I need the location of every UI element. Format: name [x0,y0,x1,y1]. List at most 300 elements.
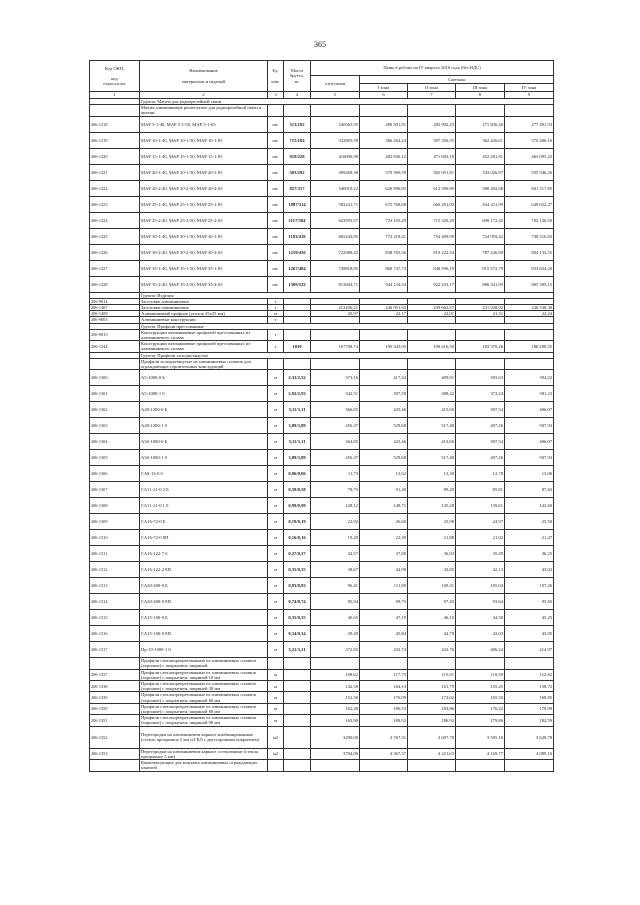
row-price-wholesale: 32,57 [311,546,360,562]
header-name-line1: Наименование [189,68,218,74]
row-price-zone-2: 172,02 [408,692,456,703]
row-price-zone-3: 24,97 [456,514,505,530]
row-unit: м [268,578,284,594]
table-body [90,99,554,772]
row-name: МАР 20-1-40, МАР 20-1-50, МАР 20-1-65 [140,164,268,180]
header-code-label: Код ОКП, [104,65,125,71]
table-row [90,562,554,578]
row-name: А5-1000-0 Б [140,370,268,386]
row-price-zone-2: 36,93 [408,546,456,562]
row-name: А28-1200-1 0 [140,418,268,434]
row-price-zone-4: 158,72 [505,681,554,692]
row-price-zone-3: 406,24 [456,642,505,658]
row-code: 206-1328 [90,276,140,292]
row-mass [284,658,311,669]
row-price-wholesale [311,658,360,669]
row-price-wholesale: 96,41 [311,578,360,594]
row-code: 206-1306 [90,466,140,482]
row-name: Профили стеклопрепрегованные из алюминиевых сплавов (хорошие) с покрытием, шириной 90 мм [140,715,268,726]
row-price-zone-4: 463 095,22 [505,148,554,164]
row-price-zone-3: 165,35 [456,692,505,703]
row-code: 206-9015 [90,329,140,340]
row-price-zone-2: 183,86 [408,703,456,714]
row-name: МАР 35-2-40, МАР 35-2-50, МАР 35-2-65 [140,276,268,292]
row-price-wholesale: 19,29 [311,530,360,546]
row-price-zone-3: 21,02 [456,530,505,546]
row-price-zone-2: 413,60 [408,434,456,450]
row-code: 206-9003 [90,317,140,323]
row-unit: шт. [268,116,284,132]
row-mass: 3,11/3,11 [284,434,311,450]
row-name: Профили стеклопрепрегованные из алюминиевых сплавов (хорошие) с покрытием, шириной [140,658,268,669]
header-mass-line3: кг [294,78,300,84]
row-code [90,760,140,771]
row-price-wholesale: 162,28 [311,703,360,714]
row-price-zone-3: 105,04 [456,578,505,594]
row-mass: 1309/522 [284,276,311,292]
row-price-zone-1: 117,75 [360,669,408,680]
row-price-wholesale: 623593,57 [311,212,360,228]
empty-cell [311,358,360,369]
row-price-zone-4: 702 136,50 [505,212,554,228]
row-code: 206-1321 [90,164,140,180]
row-price-zone-4: 36,25 [505,546,554,562]
row-price-wholesale: 3290,00 [311,726,360,748]
row-price-zone-3: 3 595,16 [456,726,505,748]
row-name: СА16-72-0 Б [140,514,268,530]
header-mass-line1: Масса [290,68,304,74]
column-number: 2 [140,92,268,99]
row-mass: 3,11/3,11 [284,402,311,418]
row-price-zone-4: 370 486,16 [505,132,554,148]
row-price-zone-2: 3 697,78 [408,726,456,748]
column-number: 4 [284,92,311,99]
row-price-zone-1: 47,19 [360,610,408,626]
row-price-wholesale: 582241,71 [311,196,360,212]
row-price-wholesale: 128,12 [311,498,360,514]
column-number: 7 [408,92,456,99]
header-name-line2: материалов и изделий [182,78,225,84]
row-price-zone-1: 186,53 [360,703,408,714]
row-price-zone-3 [456,329,505,340]
row-name: Перегородки на алюминиевом каркасе комбинированные (стекло прозрачное 5 мм и ГКЛ с двусторонним покрытием) [140,726,268,748]
row-name: Заготовки алюминиевые [140,298,268,304]
row-mass [284,329,311,340]
header-code [90,61,140,92]
row-unit: шт. [268,260,284,276]
row-price-zone-2: 660 281,02 [408,196,456,212]
row-mass: 3,89/3,89 [284,450,311,466]
row-price-zone-3: 35,49 [456,546,505,562]
row-code: 206-1338 [90,681,140,692]
row-price-zone-1: 148,71 [360,498,408,514]
row-unit: шт. [268,244,284,260]
row-unit: т [268,305,284,311]
row-price-zone-2: 565 951,81 [408,164,456,180]
row-price-zone-1: 397,59 [360,386,408,402]
row-code: 206-1407 [90,305,140,311]
row-price-zone-2: 754 409,99 [408,228,456,244]
row-price-zone-4: 107,26 [505,578,554,594]
row-price-zone-4: 555 946,26 [505,164,554,180]
row-price-zone-3: 397,54 [456,402,505,418]
row-unit: шт. [268,148,284,164]
table-row [90,466,554,482]
table-row [90,546,554,562]
row-price-zone-4: 414,97 [505,642,554,658]
row-name: Алюминиевые конструкции [140,317,268,323]
row-mass: 1219/456 [284,244,311,260]
row-price-zone-2: 21,88 [408,530,456,546]
row-price-zone-3 [456,658,505,669]
table-row [90,116,554,132]
row-code: 206-1309 [90,514,140,530]
row-price-zone-2: 44,78 [408,626,456,642]
row-unit: м [268,669,284,680]
row-price-zone-1: 111,89 [360,578,408,594]
row-unit: м [268,386,284,402]
row-name: Заготовки алюминиевые [140,305,268,311]
row-price-zone-2: 190 616,50 [408,341,456,352]
row-price-zone-3: 588 492,68 [456,180,505,196]
row-price-zone-2: 415,60 [408,402,456,418]
row-code: 206-1303 [90,418,140,434]
row-code: 206-1325 [90,228,140,244]
row-price-zone-1: 3 767,31 [360,726,408,748]
row-price-zone-2: 22,01 [408,311,456,317]
row-name: Алюминиевый профиль (уголок 25х25 мм) [140,311,268,317]
column-number: 8 [456,92,505,99]
row-price-zone-4: 381,23 [505,386,554,402]
row-code: 206-1323 [90,196,140,212]
row-price-wholesale: 39,49 [311,626,360,642]
table-row [90,610,554,626]
row-unit: м [268,715,284,726]
row-unit: шт. [268,212,284,228]
row-price-zone-4: 43,95 [505,626,554,642]
row-price-zone-4: 142,60 [505,498,554,514]
row-mass: 0,34/0,34 [284,626,311,642]
row-name: СА11-21-0 1 0 [140,498,268,514]
row-price-zone-3: 21,31 [456,311,505,317]
row-mass: 2,92/2,93 [284,386,311,402]
row-code: 206-1310 [90,530,140,546]
header-zone-2: II зона [408,84,456,92]
row-price-zone-3: 43,03 [456,626,505,642]
row-unit: м [268,514,284,530]
row-price-zone-3: 139,61 [456,498,505,514]
row-mass [284,715,311,726]
row-price-zone-1 [360,329,408,340]
row-mass: 0,35/0,35 [284,610,311,626]
row-unit: т [268,329,284,340]
row-price-zone-2: 109,31 [408,578,456,594]
header-code-sub2: отрасл.клас [103,81,126,87]
row-mass: 0,58/0,58 [284,482,311,498]
row-name: МАР 30-2-40, МАР 30-2-50, МАР 30-2-65 [140,244,268,260]
row-price-zone-3: 179,86 [456,715,505,726]
row-name: Профили стеклопрепрегованные из алюминиевых сплавов (хорошие) с покрытием, шириной 10 мм [140,669,268,680]
row-name: Профили стеклопрепрегованные из алюминиевых сплавов (хорошие) с покрытием, шириной 30 мм [140,681,268,692]
row-price-zone-4: 833 024,20 [505,260,554,276]
header-code-sub1: код [111,76,118,81]
row-price-wholesale [311,329,360,340]
row-price-wholesale: 342,51 [311,386,360,402]
empty-cell [360,358,408,369]
row-price-zone-3: 497,26 [456,450,505,466]
row-name: МАР 25-1-40, МАР 25-1-50, МАР 25-1-65 [140,196,268,212]
row-mass: 1267/484 [284,260,311,276]
table-row [90,482,554,498]
section-text: Мачты алюминиевые решетчатые для радиорелейной связи и антенн [140,105,268,116]
table-row [90,748,554,759]
row-code: 206-1352 [90,726,140,748]
row-price-zone-1: 176,09 [360,692,408,703]
header-name [140,61,268,92]
header-mass-line2: брутто, [289,73,305,79]
row-price-zone-3: 93,64 [456,594,505,610]
row-code: 206-1339 [90,692,140,703]
row-mass [284,692,311,703]
row-price-zone-3: 397,54 [456,434,505,450]
row-price-zone-4: 87,63 [505,482,554,498]
row-price-zone-1: 99,75 [360,594,408,610]
row-price-zone-2: 409,91 [408,370,456,386]
row-price-zone-4: 45,25 [505,610,554,626]
table-row [90,450,554,466]
row-price-zone-4 [505,658,554,669]
row-price-wholesale: 366,85 [311,402,360,418]
row-price-wholesale: 163,90 [311,715,360,726]
empty-cell [408,760,456,771]
row-code: 206-1308 [90,498,140,514]
table-row [90,228,554,244]
row-unit: м [268,370,284,386]
row-name: СА11-21-0 2 Б [140,482,268,498]
row-price-wholesale: 749818,85 [311,260,360,276]
table-row [90,594,554,610]
row-price-wholesale: 20,97 [311,311,360,317]
header-wholesale: отпускная [311,76,360,92]
row-code: 206-1327 [90,260,140,276]
row-mass: 715/184 [284,132,311,148]
table-row [90,260,554,276]
row-name: МАР 25-2-40, МАР 25-2-50, МАР 25-2-65 [140,212,268,228]
row-price-zone-4: 406,07 [505,434,554,450]
row-price-zone-3: 393,63 [456,370,505,386]
header-unit-line2: изм. [271,78,280,84]
row-code: 206-1350 [90,703,140,714]
row-unit: м [268,594,284,610]
row-code: 206-1322 [90,180,140,196]
row-price-wholesale: 213206,21 [311,305,360,311]
row-price-zone-1: 44,90 [360,562,408,578]
row-name: Перегородки на алюминиевом каркасе остекленные (стекло прозрачное 5 мм) [140,748,268,759]
row-name: МАР 35-1-40, МАР 35-1-50, МАР 35-1-65 [140,260,268,276]
row-name: СА15-100-0 Б [140,610,268,626]
row-price-zone-1: 26,60 [360,514,408,530]
row-price-zone-3: 4 169,77 [456,748,505,759]
row-price-zone-2: 25,98 [408,514,456,530]
row-name: А28-1200-0 Б [140,402,268,418]
row-unit: м [268,482,284,498]
empty-cell [268,760,284,771]
row-unit: м [268,434,284,450]
row-price-zone-3: 271 836,26 [456,116,505,132]
table-row [90,148,554,164]
row-code: 206-1305 [90,450,140,466]
row-price-zone-2: 388,42 [408,386,456,402]
table-row [90,658,554,669]
header-unit [268,61,284,92]
row-code [90,658,140,669]
row-price-zone-4: 95,65 [505,594,554,610]
table-row [90,703,554,714]
row-mass: 1183/419 [284,228,311,244]
row-code: 206-1300 [90,370,140,386]
row-code: 206-1344 [90,341,140,352]
row-unit: т [268,317,284,323]
table-row [90,329,554,340]
row-unit: м [268,466,284,482]
row-code [90,105,140,116]
row-mass: 827/317 [284,180,311,196]
row-price-zone-1: 944 134,54 [360,276,408,292]
row-price-zone-1: 195 343,05 [360,341,408,352]
empty-cell [268,105,284,116]
group-title: Группа: Профили прессованные [140,323,554,329]
row-price-wholesale: 332805,59 [311,132,360,148]
row-unit: шт. [268,180,284,196]
row-price-zone-2 [408,329,456,340]
table-row [90,402,554,418]
empty-cell [408,105,456,116]
row-price-wholesale: 722988,42 [311,244,360,260]
table-row [90,626,554,642]
empty-cell [284,105,311,116]
row-price-zone-2: 397 356,55 [408,132,456,148]
empty-cell [284,760,311,771]
row-code: 206-1301 [90,386,140,402]
row-unit: м [268,450,284,466]
row-mass: 0,19/0,19 [284,514,311,530]
row-price-wholesale: 11,73 [311,466,360,482]
row-price-wholesale: 167708,74 [311,341,360,352]
section-text-row [90,760,554,771]
row-price-wholesale: 665243,85 [311,228,360,244]
column-number: 6 [360,92,408,99]
row-price-zone-1: 164,13 [360,681,408,692]
row-unit: шт. [268,276,284,292]
row-price-wholesale: 78,75 [311,482,360,498]
row-unit: т [268,341,284,352]
table-row [90,276,554,292]
empty-cell [268,358,284,369]
header-unit-line1: Ед. [272,68,279,74]
row-mass [284,748,311,759]
table-row [90,196,554,212]
row-mass: 0,27/0,27 [284,546,311,562]
row-code: 206-1320 [90,148,140,164]
header-zone-4: IV зона [505,84,554,92]
row-price-zone-1: 626 896,83 [360,180,408,196]
row-price-wholesale: 85,94 [311,594,360,610]
table-row [90,530,554,546]
row-price-zone-1: 22,39 [360,530,408,546]
row-code: 206-1337 [90,669,140,680]
empty-cell [505,105,554,116]
row-name: А50-1000-1 0 [140,450,268,466]
row-price-zone-2: 715 326,29 [408,212,456,228]
row-price-zone-2: 13,30 [408,466,456,482]
row-code: 206-1302 [90,402,140,418]
row-price-zone-3: 724 959,42 [456,228,505,244]
row-mass: 0,83/0,83 [284,578,311,594]
row-price-zone-3: 42,13 [456,562,505,578]
row-price-zone-4: 905 305,15 [505,276,554,292]
row-price-wholesale: 22,92 [311,514,360,530]
row-code: 206-1353 [90,748,140,759]
row-price-zone-1: 22,17 [360,311,408,317]
row-code: 206-1312 [90,562,140,578]
row-price-zone-1: 529,68 [360,450,408,466]
row-price-zone-3: 373,24 [456,386,505,402]
row-mass: 3,89/3,89 [284,418,311,434]
row-price-zone-2: 4 221,63 [408,748,456,759]
page-number: 365 [314,40,326,49]
empty-cell [456,760,505,771]
row-price-zone-1: 423,46 [360,434,408,450]
row-price-zone-1: 13,62 [360,466,408,482]
table-row [90,341,554,352]
header-zone-1: I зона [360,84,408,92]
row-unit: м [268,562,284,578]
row-price-zone-1: 189,52 [360,715,408,726]
row-price-zone-1: 579 396,59 [360,164,408,180]
empty-cell [360,760,408,771]
row-price-zone-4: 507,93 [505,450,554,466]
row-price-zone-2: 239 662,57 [408,305,456,311]
row-unit: т [268,298,284,304]
column-number: 1 [90,92,140,99]
row-price-zone-2: 471 692,18 [408,148,456,164]
row-mass [284,681,311,692]
section-text-row [90,358,554,369]
row-price-zone-4: 507,93 [505,418,554,434]
row-price-zone-2: 517,48 [408,450,456,466]
row-price-zone-4: 43,02 [505,562,554,578]
empty-cell [284,358,311,369]
row-price-zone-4: 22,24 [505,311,554,317]
row-price-zone-1: 417,24 [360,370,408,386]
row-price-zone-3: 787 246,89 [456,244,505,260]
row-unit: м [268,610,284,626]
row-price-zone-1: 529,68 [360,418,408,434]
row-name: МАР 5-1-40, МАР 5-1-50, МАР 5-1-65 [140,116,268,132]
table-row [90,212,554,228]
header-mass [284,61,311,92]
row-mass: 1087/314 [284,196,311,212]
row-mass: 0,06/0,06 [284,466,311,482]
row-code: 206-1408 [90,311,140,317]
row-code: 206-1324 [90,212,140,228]
empty-cell [360,105,408,116]
empty-cell [505,760,554,771]
row-name: СА16-122-2 8П [140,562,268,578]
row-price-zone-4: 277 491,53 [505,116,554,132]
table-row [90,726,554,748]
header-estimate: Сметная [360,76,554,84]
